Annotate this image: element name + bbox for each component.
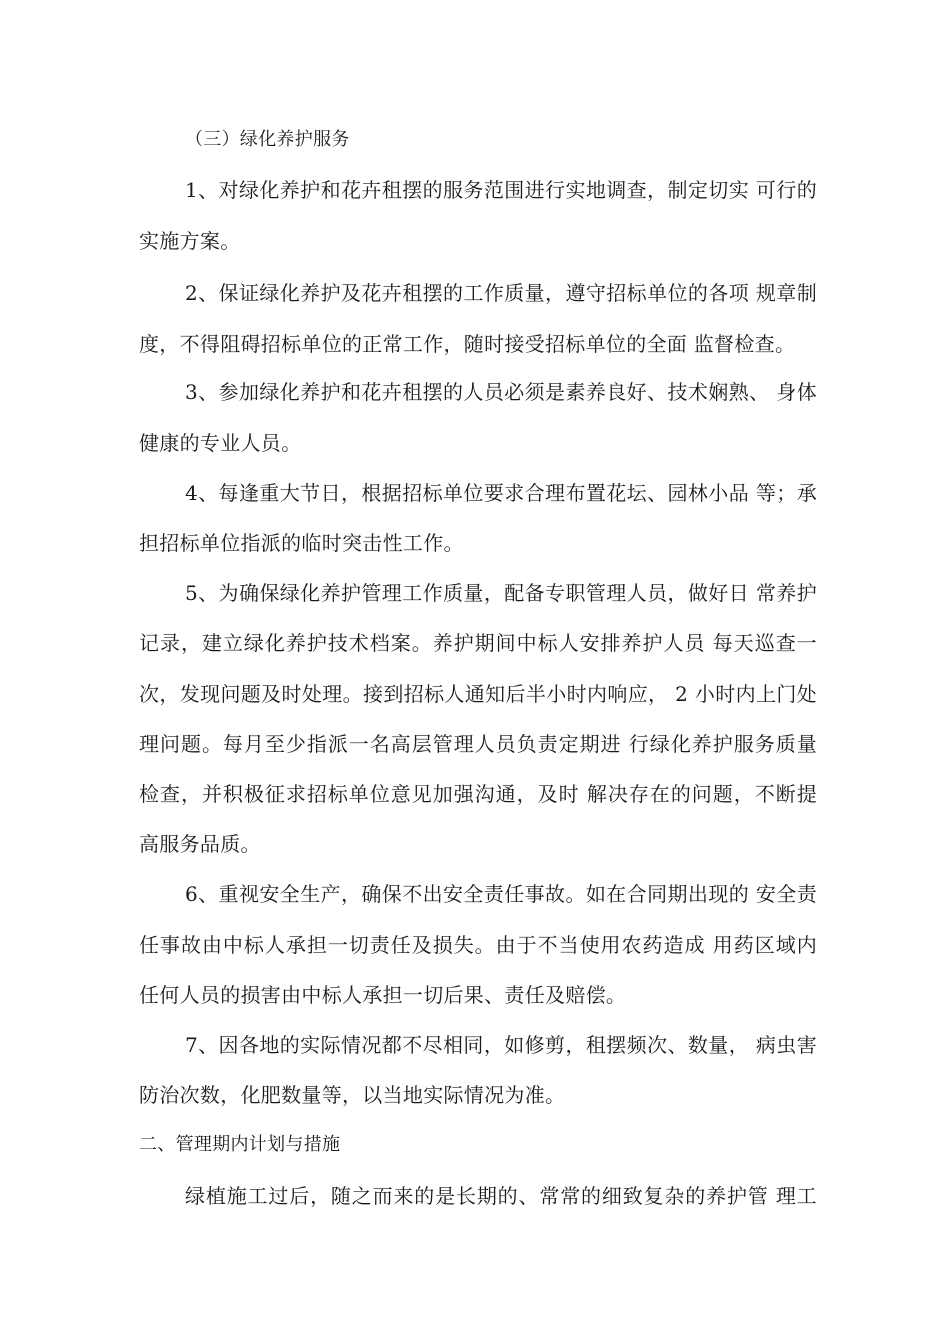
paragraph-line: 担招标单位指派的临时突击性工作。 xyxy=(139,531,464,555)
paragraph-line: 2、保证绿化养护及花卉租摆的工作质量，遵守招标单位的各项 规章制 xyxy=(185,281,817,305)
paragraph-line: 3、参加绿化养护和花卉租摆的人员必须是素养良好、技术娴熟、 身体 xyxy=(185,380,817,404)
paragraph-line: 理问题。每月至少指派一名高层管理人员负责定期进 行绿化养护服务质量 xyxy=(139,732,817,756)
paragraph-line: 5、为确保绿化养护管理工作质量，配备专职管理人员，做好日 常养护 xyxy=(185,581,817,605)
paragraph-line: 防治次数，化肥数量等，以当地实际情况为准。 xyxy=(139,1083,566,1107)
paragraph-line: 6、重视安全生产，确保不出安全责任事故。如在合同期出现的 安全责 xyxy=(185,882,817,906)
paragraph-line: 记录，建立绿化养护技术档案。养护期间中标人安排养护人员 每天巡查一 xyxy=(139,631,817,655)
paragraph-line: 高服务品质。 xyxy=(139,832,261,856)
section-heading: （三）绿化养护服务 xyxy=(185,129,350,150)
paragraph-line: 检查，并积极征求招标单位意见加强沟通，及时 解决存在的问题，不断提 xyxy=(139,782,817,806)
paragraph-line: 4、每逢重大节日，根据招标单位要求合理布置花坛、园林小品 等；承 xyxy=(185,481,817,505)
paragraph-line: 1、对绿化养护和花卉租摆的服务范围进行实地调查，制定切实 可行的 xyxy=(185,178,817,202)
paragraph-line: 次，发现问题及时处理。接到招标人通知后半小时内响应， 2 小时内上门处 xyxy=(139,682,817,706)
paragraph-line: 度，不得阻碍招标单位的正常工作，随时接受招标单位的全面 监督检查。 xyxy=(139,332,796,356)
paragraph-line: 实施方案。 xyxy=(139,229,241,253)
paragraph-line: 任事故由中标人承担一切责任及损失。由于不当使用农药造成 用药区域内 xyxy=(139,933,817,957)
section-heading: 二、管理期内计划与措施 xyxy=(139,1134,341,1155)
paragraph-line: 绿植施工过后，随之而来的是长期的、常常的细致复杂的养护管 理工 xyxy=(185,1184,817,1208)
paragraph-line: 7、因各地的实际情况都不尽相同，如修剪，租摆频次、数量， 病虫害 xyxy=(185,1033,817,1057)
paragraph-line: 任何人员的损害由中标人承担一切后果、责任及赔偿。 xyxy=(139,983,627,1007)
paragraph-line: 健康的专业人员。 xyxy=(139,431,302,455)
